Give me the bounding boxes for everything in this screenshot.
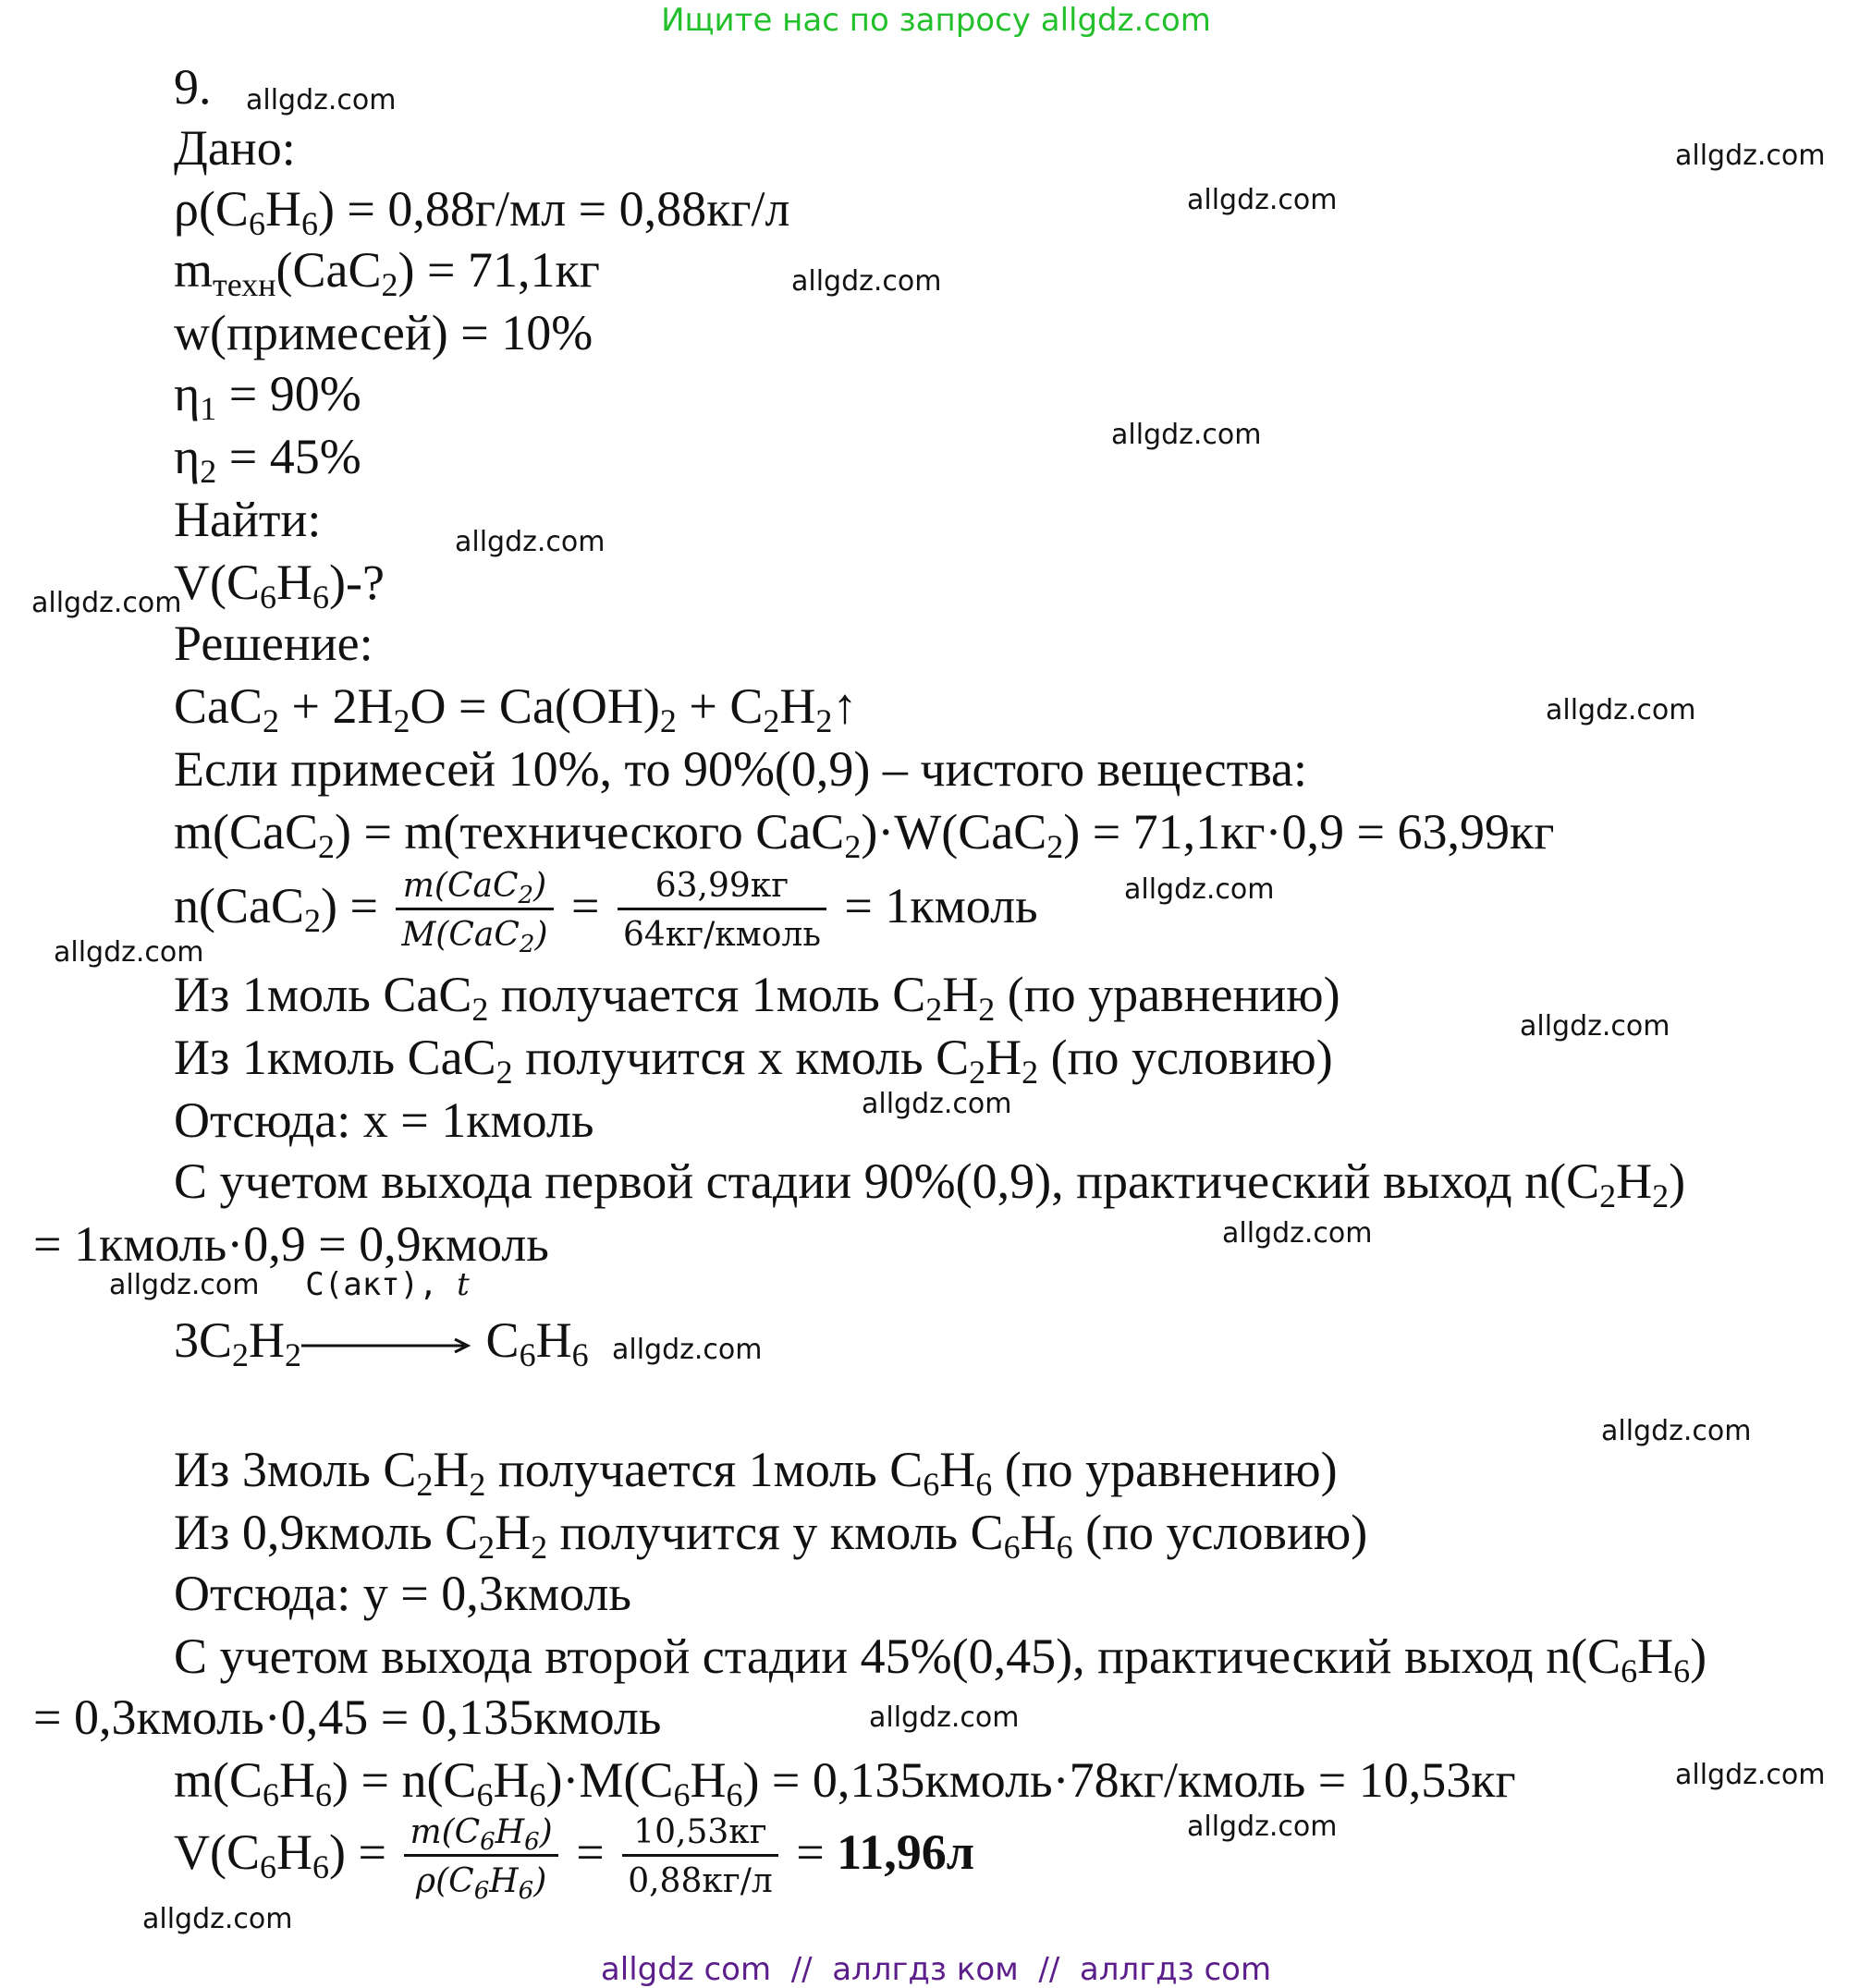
header-banner: Ищите нас по запросу allgdz.com — [661, 2, 1211, 39]
yield-2-line2: = 0,3кмоль·0,45 = 0,135кмоль — [33, 1689, 662, 1745]
find-label: Найти: — [174, 492, 322, 547]
yield-1-line1: С учетом выхода первой стадии 90%(0,9), практический выход $n(C_2H_2)$ — [174, 1153, 1686, 1214]
reaction-2: $3C_2H_2$ C(акт), t $C_6H_6$ — [174, 1266, 589, 1373]
fraction-mass-over-molar: $\frac{m(CaC_2)}{M(CaC_2)}$ — [396, 865, 553, 957]
watermark: allgdz.com — [1675, 140, 1826, 172]
watermark: allgdz.com — [142, 1903, 293, 1935]
watermark: allgdz.com — [1601, 1415, 1752, 1447]
given-yield-1: $\eta_1 = 90\%$ — [174, 366, 361, 427]
watermark: allgdz.com — [109, 1269, 260, 1301]
watermark: allgdz.com — [1124, 873, 1275, 906]
fraction-numeric: $\frac{63,99кг}{\text{64кг/кмоль}}$ — [618, 865, 826, 957]
moles-cac2: n(CaC$_2$) = $\frac{m(CaC_2)}{M(CaC_2)}$ = $\frac{63,99кг}{\text{64кг/кмоль}}$ = 1кмоль — [174, 867, 1038, 958]
final-answer: 11,96л — [837, 1823, 974, 1880]
result-y: Отсюда: y = 0,3кмоль — [174, 1566, 631, 1621]
watermark: allgdz.com — [1187, 184, 1338, 216]
cond-ratio-2: Из 0,9кмоль $C_2H_2$ получится y кмоль $C_6H_6$ (по условию) — [174, 1505, 1368, 1566]
fraction-mass-over-density: $\frac{m(C_6H_6)}{\rho(C_6H_6)}$ — [404, 1811, 557, 1903]
given-label: Дано: — [174, 120, 296, 176]
watermark: allgdz.com — [1187, 1811, 1338, 1843]
watermark: allgdz.com — [31, 587, 182, 619]
cond-ratio-1: Из 1кмоль CaC$_2$ получится x кмоль $C_2H_2$ (по условию) — [174, 1030, 1333, 1091]
watermark: allgdz.com — [1111, 419, 1262, 451]
watermark: allgdz.com — [791, 265, 942, 298]
eq-ratio-1: Из 1моль CaC$_2$ получается 1моль $C_2H_2$ (по уравнению) — [174, 967, 1340, 1028]
volume-c6h6: $V(C_6H_6)$ = $\frac{m(C_6H_6)}{\rho(C_6H_6)}$ = $\frac{10,53кг}{0,88кг/л}$ = 11,96л — [174, 1813, 974, 1905]
reaction-arrow — [301, 1266, 473, 1368]
given-density: $\rho(C_6H_6) = 0,88г/мл = 0,88кг/л$ — [174, 181, 790, 242]
watermark: allgdz.com — [862, 1088, 1012, 1120]
eq-ratio-2: Из 3моль $C_2H_2$ получается 1моль $C_6H_6$ (по уравнению) — [174, 1442, 1338, 1503]
given-impurity: w(примесей) = 10% — [174, 305, 593, 360]
impurity-note: Если примесей 10%, то 90%(0,9) – чистого вещества: — [174, 741, 1307, 797]
watermark: allgdz.com — [1675, 1759, 1826, 1791]
solution-label: Решение: — [174, 616, 373, 671]
given-mass: $m_{техн}(CaC_2) = 71,1кг$ — [174, 242, 600, 303]
footer-banner: allgdz com // аллгдз ком // аллгдз com — [600, 1951, 1272, 1988]
watermark: allgdz.com — [54, 936, 204, 969]
reaction-1: $CaC_2 + 2H_2O = Ca(OH)_2$ + $C_2H_2↑$ — [174, 678, 858, 739]
watermark: allgdz.com — [612, 1334, 763, 1366]
watermark: allgdz.com — [1546, 694, 1696, 726]
yield-1-line2: = 1кмоль·0,9 = 0,9кмоль — [33, 1216, 549, 1272]
fraction-numeric-volume: $\frac{10,53кг}{0,88кг/л}$ — [622, 1811, 778, 1903]
watermark: allgdz.com — [869, 1701, 1020, 1734]
result-x: Отсюда: x = 1кмоль — [174, 1092, 594, 1148]
arrow-icon — [301, 1338, 473, 1353]
watermark: allgdz.com — [455, 526, 606, 558]
yield-2-line1: С учетом выхода второй стадии 45%(0,45), практический выход $n(C_6H_6)$ — [174, 1628, 1707, 1689]
watermark: allgdz.com — [246, 84, 397, 116]
given-yield-2: $\eta_2 = 45\%$ — [174, 429, 361, 490]
arrow-condition-label: C(акт), t — [305, 1266, 470, 1303]
mass-cac2: m(CaC$_2$) = m(технического CaC$_2$)·W(CaC$_2$) = 71,1кг·0,9 = 63,99кг — [174, 804, 1555, 865]
problem-number: 9. — [174, 59, 212, 115]
watermark: allgdz.com — [1520, 1010, 1670, 1043]
find-volume: $V(C_6H_6)-$? — [174, 555, 385, 616]
watermark: allgdz.com — [1222, 1217, 1373, 1250]
mass-c6h6: $m(C_6H_6) = n(C_6H_6)\cdot M(C_6H_6)$ = 0,135кмоль·78кг/кмоль = 10,53кг — [174, 1752, 1516, 1813]
